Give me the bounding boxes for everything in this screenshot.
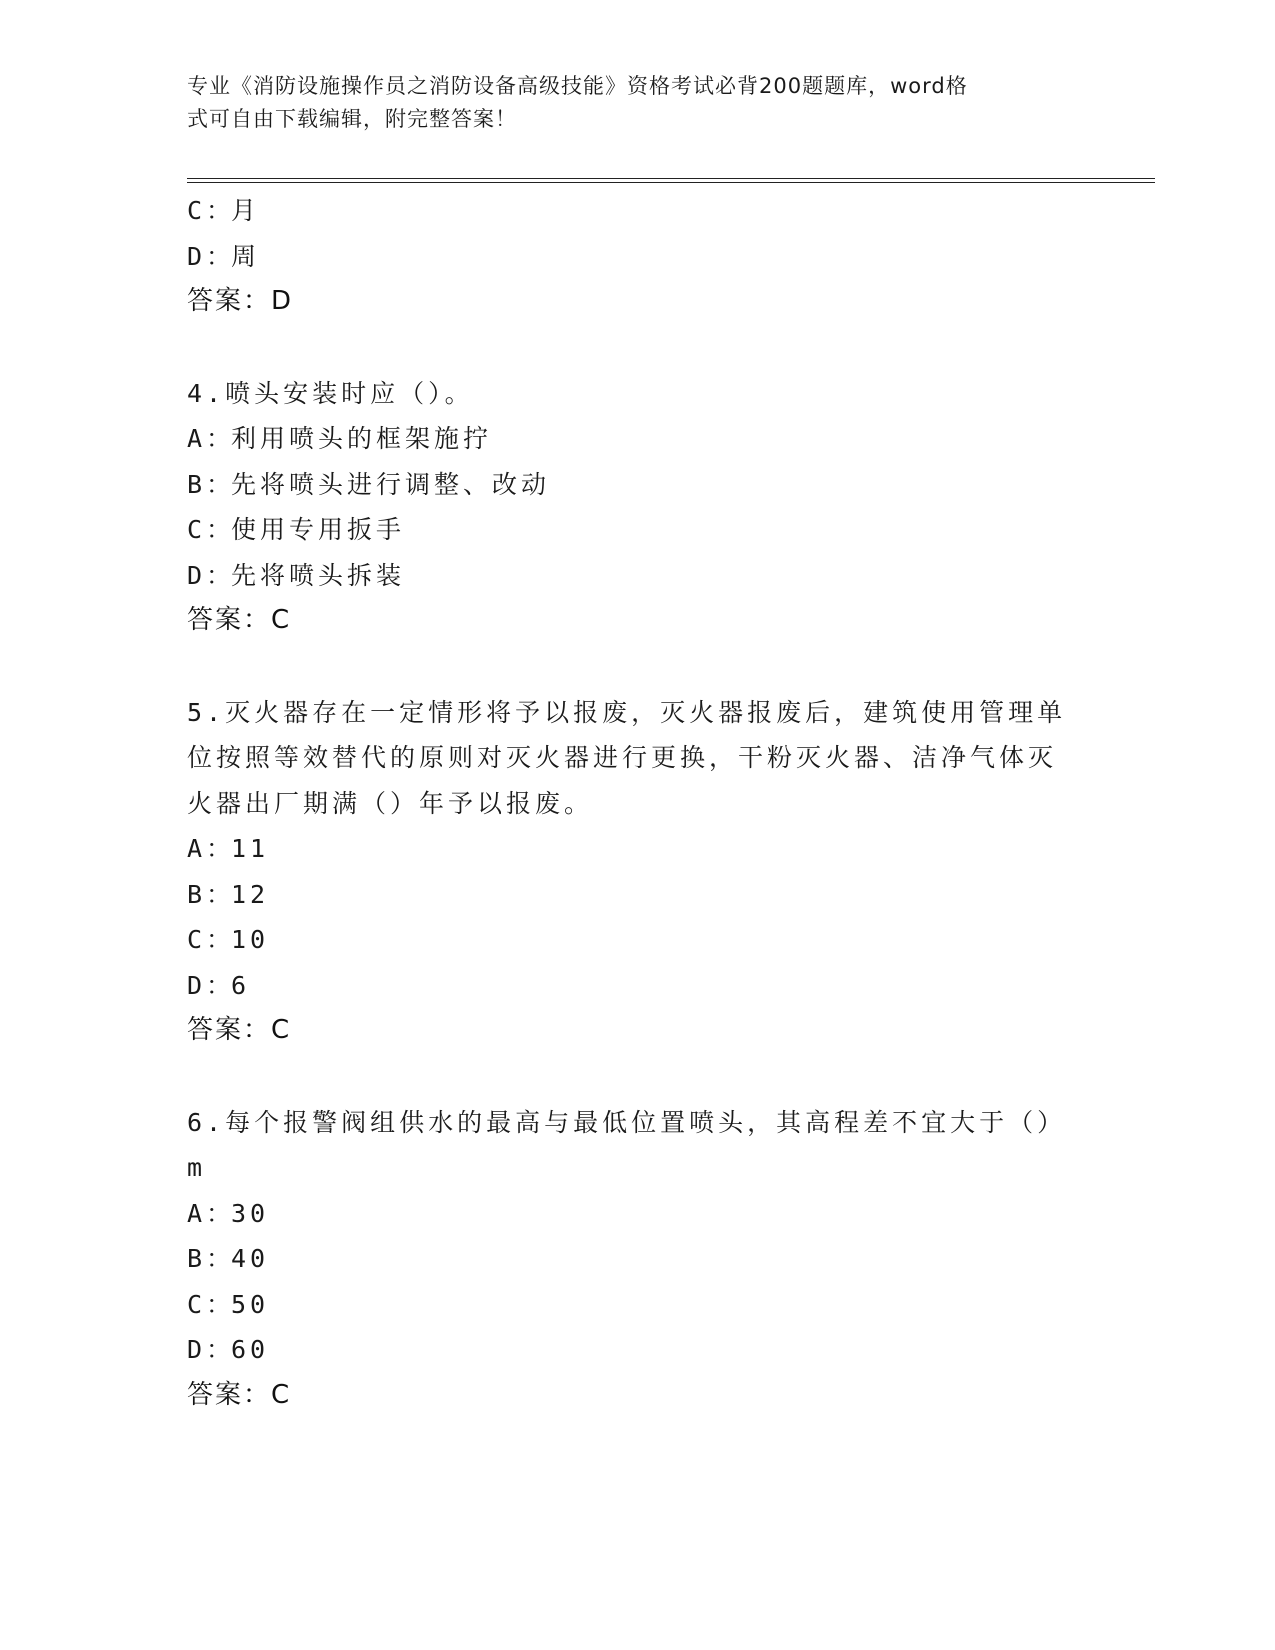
option-d: D：周 — [187, 241, 261, 271]
option-c: C：50 — [187, 1289, 270, 1319]
option-b: B：40 — [187, 1244, 270, 1273]
question-stem-line-3: 火器出厂期满（）年予以报废。 — [187, 788, 594, 818]
answer-line: 答案：C — [187, 1015, 292, 1045]
answer-line: 答案：C — [187, 1379, 292, 1410]
question-stem-line-1: 5.灭火器存在一定情形将予以报废，灭火器报废后，建筑使用管理单 — [187, 697, 1067, 727]
option-b: B：先将喷头进行调整、改动 — [187, 469, 551, 499]
question-stem-line-2: 位按照等效替代的原则对灭火器进行更换，干粉灭火器、洁净气体灭 — [187, 743, 1058, 772]
answer-line: 答案：D — [187, 286, 294, 316]
option-c: C：月 — [187, 196, 261, 225]
header-divider-top — [187, 178, 1155, 179]
option-d: D：先将喷头拆装 — [187, 560, 406, 590]
option-b: B：12 — [187, 879, 270, 909]
option-a: A：30 — [187, 1198, 270, 1228]
option-a: A：利用喷头的框架施拧 — [187, 424, 493, 453]
header-divider-bottom — [187, 182, 1155, 183]
document-header — [187, 70, 1067, 136]
question-stem: 6.每个报警阀组供水的最高与最低位置喷头，其高程差不宜大于（）m — [187, 1107, 1067, 1182]
question-3-tail — [187, 188, 1077, 325]
option-c: C：使用专用扳手 — [187, 515, 406, 544]
header-line-2: 式可自由下载编辑，附完整答案！ — [187, 107, 517, 131]
answer-line: 答案：C — [187, 605, 292, 635]
option-d: D：6 — [187, 970, 251, 1000]
question-5 — [187, 690, 1077, 1054]
header-line-1: 专业《消防设施操作员之消防设备高级技能》资格考试必背200题题库，word格 — [187, 74, 968, 98]
question-stem: 4.喷头安装时应（）。 — [187, 378, 474, 408]
question-list — [187, 188, 1077, 1418]
option-c: C：10 — [187, 925, 270, 954]
question-6 — [187, 1100, 1077, 1419]
question-4 — [187, 371, 1077, 644]
option-d: D：60 — [187, 1335, 270, 1364]
option-a: A：11 — [187, 834, 270, 863]
